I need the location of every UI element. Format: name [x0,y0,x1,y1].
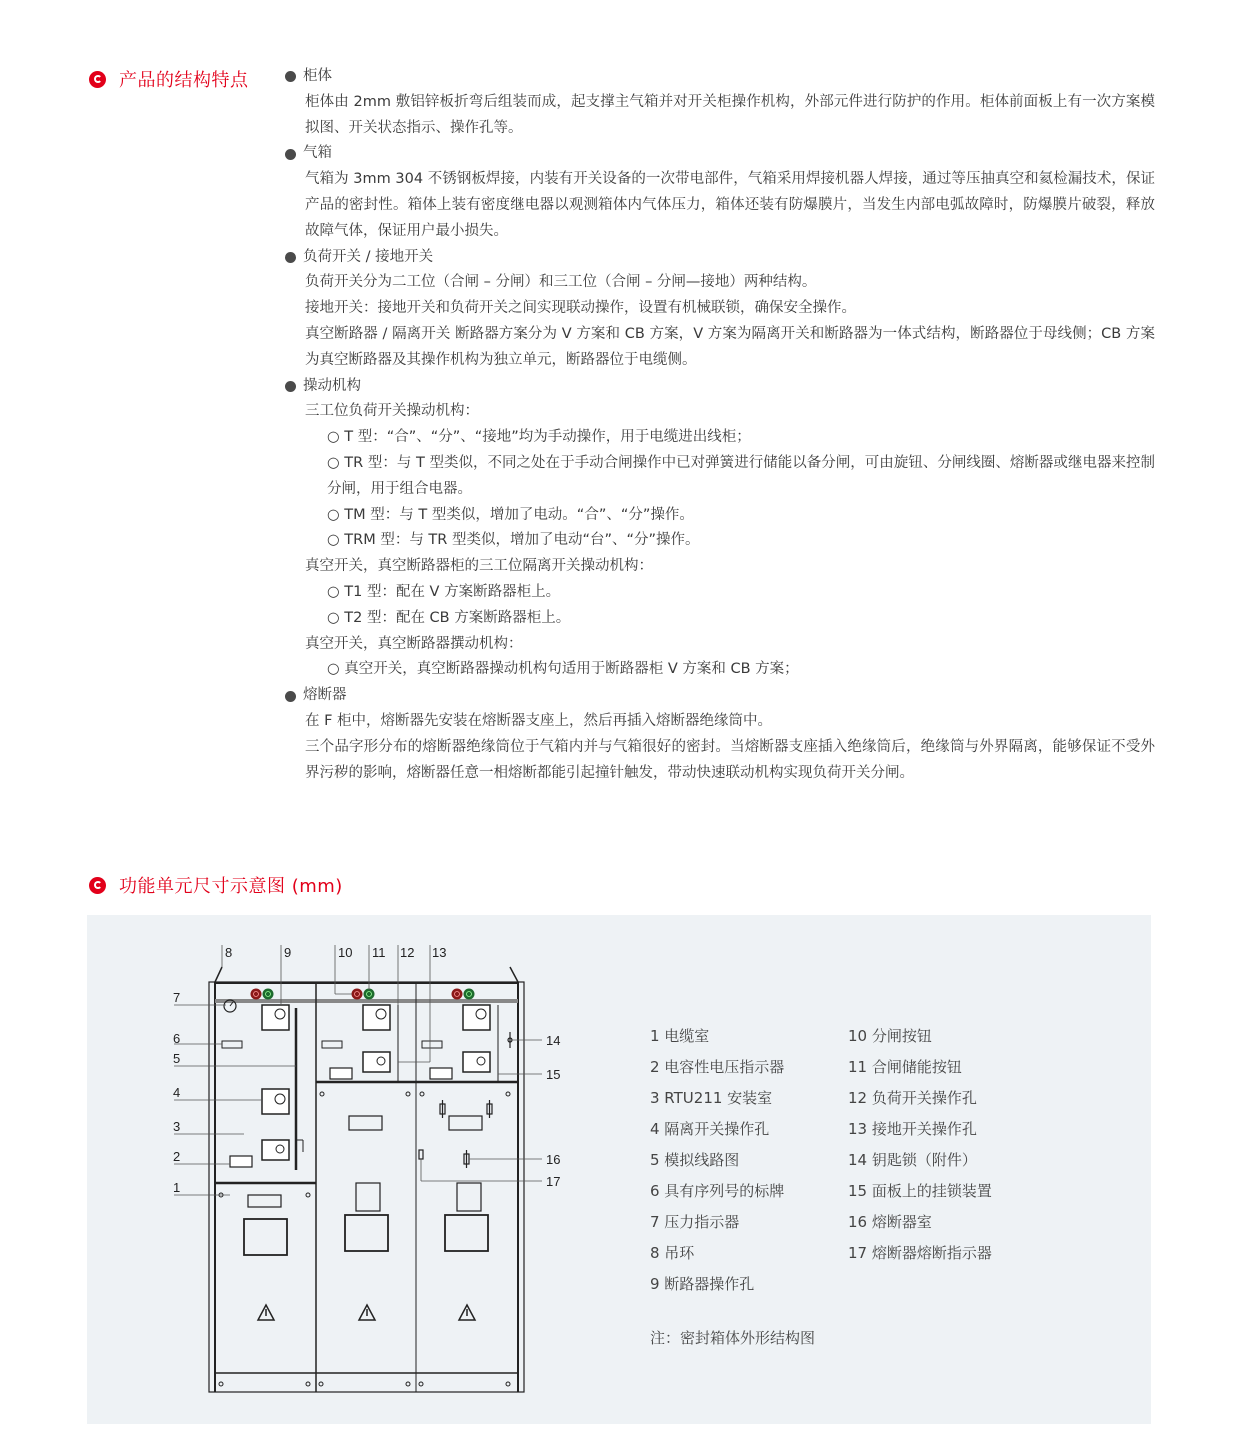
svg-text:10: 10 [338,945,353,960]
svg-text:14: 14 [546,1033,561,1048]
legend-item: 5 模拟线路图 [650,1151,740,1169]
heading-text: 气箱 [303,145,332,162]
svg-text:5: 5 [173,1051,181,1066]
legend-item: 14 钥匙锁（附件） [848,1151,977,1169]
bullet-heading-cabinet [285,64,1155,90]
heading-text: 负荷开关 / 接地开关 [303,248,434,265]
lower-panels [244,1116,488,1255]
nameplates [222,1041,442,1048]
section-title: 功能单元尺寸示意图 (mm) [119,876,343,897]
bullet-dot-icon [285,149,296,160]
legend-item: 10 分闸按钮 [848,1027,932,1045]
legend-item: 16 熔断器室 [848,1213,932,1231]
mechanism-item: ○ T 型：“合”、“分”、“接地”均为手动操作，用于电缆进出线柜； [327,429,751,446]
legend-item: 1 电缆室 [650,1027,710,1045]
fuse-icons [419,1100,492,1168]
heading-text: 柜体 [303,68,332,84]
bullet-dot-icon [285,381,296,392]
bullet-dot-icon [285,691,296,702]
bullet-heading-gasbox [285,141,1155,167]
paragraph-fuse-line: 三个品字形分布的熔断器绝缘筒位于气箱内并与气箱很好的密封。当熔断器支座插入绝缘筒后，绝缘筒与外界隔离，能够保证不受外界污秽的影响，熔断器任意一相熔断都能引起撞针触发，带动快速联动机构实现负荷开关分闸。 [305,738,1155,781]
svg-text:1: 1 [173,1180,181,1195]
legend-item: 3 RTU211 安装室 [650,1089,773,1107]
screws [219,1092,510,1386]
mechanism-item: ○ T1 型：配在 V 方案断路器柜上。 [327,583,561,600]
mechanism-item: ○ 真空开关，真空断路器操动机构句适用于断路器柜 V 方案和 CB 方案； [327,661,799,678]
section-title: 产品的结构特点 [119,70,249,91]
legend-item: 2 电容性电压指示器 [650,1058,785,1076]
svg-text:11: 11 [372,945,386,960]
warning-icon [258,1305,475,1320]
legend-right-column [848,1021,992,1269]
svg-text:13: 13 [432,945,447,960]
diagram-note: 注：密封箱体外形结构图 [650,1329,816,1347]
heading-text: 操动机构 [303,377,361,394]
section-header-dimensions [89,872,343,898]
paragraph-fuse-line: 在 F 柜中，熔断器先安装在熔断器支座上，然后再插入熔断器绝缘筒中。 [305,712,773,729]
legend-item: 17 熔断器熔断指示器 [848,1244,992,1262]
mechanism-item: ○ TR 型：与 T 型类似，不同之处在于手动合闸操作中已对弹簧进行储能以备分闸，可由旋钮、分闸线圈、熔断器或继电器来控制分闸，用于组合电器。 [327,454,1155,497]
paragraph-switch-line: 真空断路器 / 隔离开关 断路器方案分为 V 方案和 CB 方案，V 方案为隔离开关和断路器为一体式结构，断路器位于母线侧；CB 方案为真空断路器及其操作机构为独立单元，断路器位于电缆侧。 [305,325,1155,368]
mechanism-group-title: 真空开关，真空断路器柜的三工位隔离开关操动机构： [305,558,653,575]
svg-text:16: 16 [546,1152,561,1167]
legend-item: 11 合闸储能按钮 [848,1058,962,1076]
mechanism-item: ○ TRM 型：与 TR 型类似，增加了电动“台”、“分”操作。 [327,532,700,549]
legend-item: 8 吊环 [650,1244,695,1262]
paragraph-switch-line: 接地开关：接地开关和负荷开关之间实现联动操作，设置有机械联锁，确保安全操作。 [305,300,856,317]
svg-text:9: 9 [284,945,292,960]
bullet-dot-icon [285,252,296,263]
legend-item: 13 接地开关操作孔 [848,1120,977,1138]
section-marker-icon [89,877,106,894]
section-header-structure [89,66,249,92]
svg-text:2: 2 [173,1149,181,1164]
bullet-heading-mechanism [285,374,1155,400]
legend-item: 9 断路器操作孔 [650,1275,755,1293]
legend-item: 15 面板上的挂锁装置 [848,1182,992,1200]
mechanism-group-title: 三工位负荷开关操动机构： [305,403,479,420]
mechanism-group-title: 真空开关，真空断路器撰动机构： [305,635,523,652]
svg-text:6: 6 [173,1031,181,1046]
svg-text:15: 15 [546,1067,561,1082]
paragraph-cabinet: 柜体由 2mm 敷铝锌板折弯后组装而成，起支撑主气箱并对开关柜操作机构，外部元件进行防护的作用。柜体前面板上有一次方案模拟图、开关状态指示、操作孔等。 [305,93,1155,136]
bullet-heading-switch [285,245,1155,271]
structure-content [285,64,1155,786]
svg-text:12: 12 [400,945,415,960]
legend-item: 6 具有序列号的标牌 [650,1182,785,1200]
svg-text:17: 17 [546,1174,561,1189]
svg-text:4: 4 [173,1085,181,1100]
paragraph-switch-line: 负荷开关分为二工位（合闸 – 分闸）和三工位（合闸 – 分闸—接地）两种结构。 [305,274,817,291]
legend-left-column [650,1021,784,1300]
heading-text: 熔断器 [303,687,347,704]
section-marker-icon [89,71,106,88]
legend-item: 7 压力指示器 [650,1213,740,1231]
legend-item: 12 负荷开关操作孔 [848,1089,977,1107]
mechanism-item: ○ TM 型：与 T 型类似，增加了电动。“合”、“分”操作。 [327,506,694,523]
switchgear-diagram [160,940,580,1400]
bullet-heading-fuse [285,683,1155,709]
indicator-buttons [251,989,475,1000]
mechanism-item: ○ T2 型：配在 CB 方案断路器柜上。 [327,609,571,626]
bullet-dot-icon [285,71,296,82]
svg-text:8: 8 [225,945,233,960]
legend-item: 4 隔离开关操作孔 [650,1120,770,1138]
paragraph-gasbox: 气箱为 3mm 304 不锈钢板焊接，内装有开关设备的一次带电部件，气箱采用焊接机器人焊接，通过等压抽真空和氦检漏技术，保证产品的密封性。箱体上装有密度继电器以观测箱体内气体压力，箱体还装有防爆膜片，当发生内部电弧故障时，防爆膜片破裂，释放故障气体，保证用户最小损失。 [305,171,1155,239]
svg-text:3: 3 [173,1119,181,1134]
svg-text:7: 7 [173,990,181,1005]
